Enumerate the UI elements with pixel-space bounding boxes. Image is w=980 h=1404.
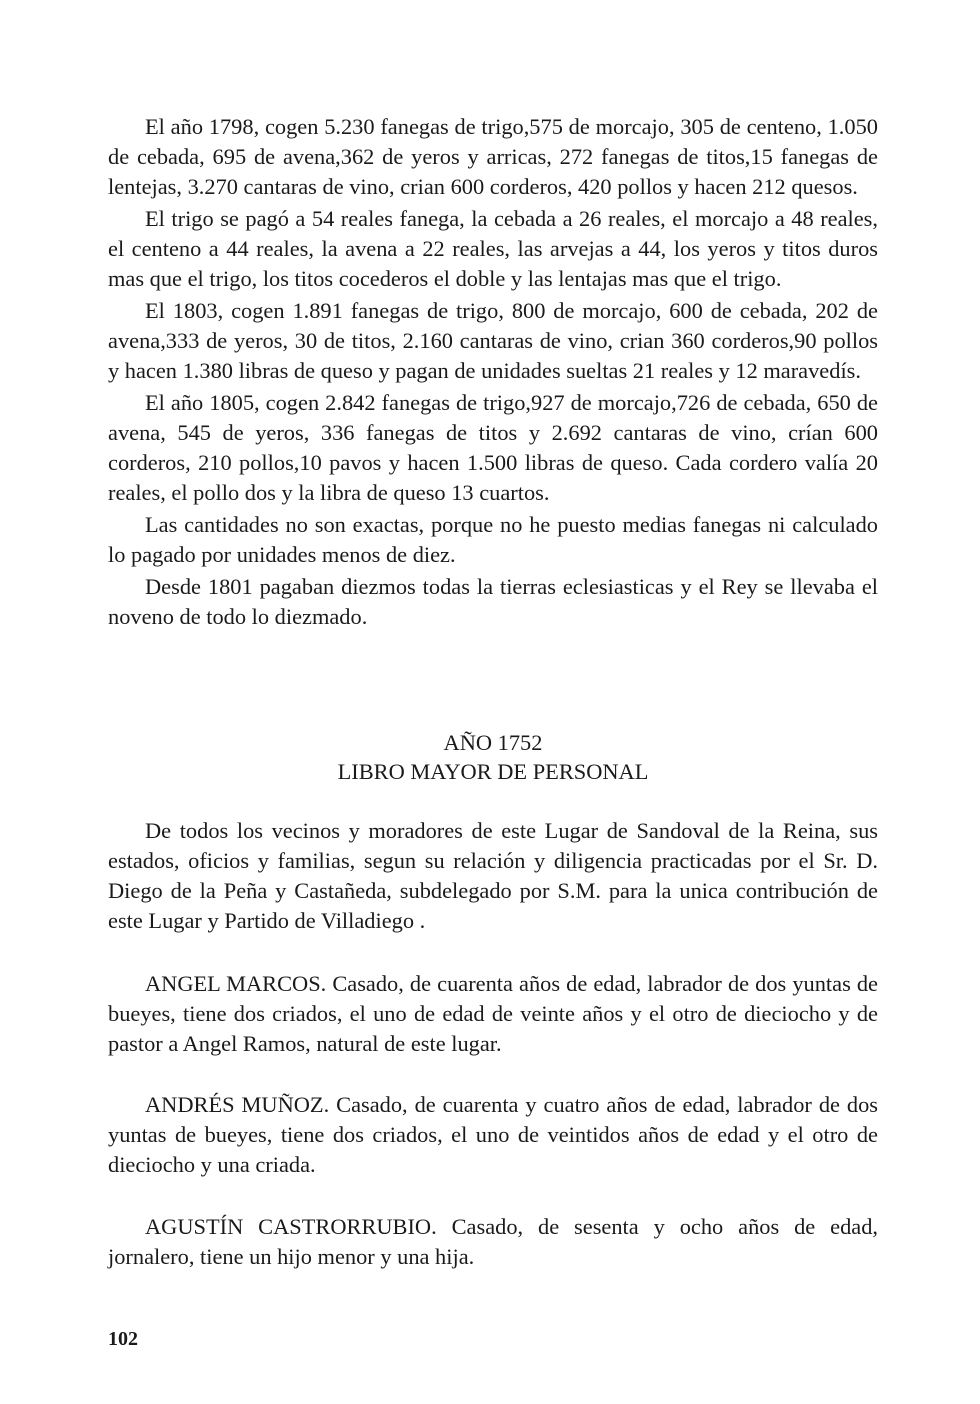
opening-text-block [108,112,878,632]
paragraph-1798: El año 1798, cogen 5.230 fanegas de trigo,575 de morcajo, 305 de centeno, 1.050 de cebada, 695 de avena,362 de yeros y arricas, 272 fanegas de titos,15 fanegas de lentejas, 3.270 cantaras de vino, crian 600 corderos, 420 pollos y hacen 212 quesos. [108,114,878,199]
person-entry-agustin-castrorrubio: AGUSTÍN CASTRORRUBIO. Casado, de sesenta y ocho años de edad, jornalero, tiene un hijo menor y una hija. [108,1214,878,1269]
section-title-heading: LIBRO MAYOR DE PERSONAL [337,759,649,784]
page-number: 102 [108,1328,138,1350]
paragraph-prices: El trigo se pagó a 54 reales fanega, la cebada a 26 reales, el morcajo a 48 reales, el centeno a 44 reales, la avena a 22 reales, las arvejas a 44, los yeros y titos duros mas que el trigo, los titos cocederos el doble y las lentajas mas que el trigo. [108,206,878,291]
person-entry-andres-munoz: ANDRÉS MUÑOZ. Casado, de cuarenta y cuatro años de edad, labrador de dos yuntas de bueyes, tiene dos criados, el uno de veintidos años de edad y el otro de dieciocho y una criada. [108,1092,878,1177]
paragraph-1805: El año 1805, cogen 2.842 fanegas de trigo,927 de morcajo,726 de cebada, 650 de avena, 545 de yeros, 336 fanegas de titos y 2.692 cantaras de vino, crían 600 corderos, 210 pollos,10 pavos y hacen 1.500 libras de queso. Cada cordero valía 20 reales, el pollo dos y la libra de queso 13 cuartos. [108,390,878,505]
paragraph-diezmos: Desde 1801 pagaban diezmos todas la tierras eclesiasticas y el Rey se llevaba el noveno de todo lo diezmado. [108,574,878,629]
person-entry-angel-marcos: ANGEL MARCOS. Casado, de cuarenta años de edad, labrador de dos yuntas de bueyes, tiene dos criados, el uno de edad de veinte años y el otro de dieciocho y de pastor a Angel Ramos, natural de este lugar. [108,971,878,1056]
paragraph-quantities-note: Las cantidades no son exactas, porque no he puesto medias fanegas ni calculado lo pagado por unidades menos de diez. [108,512,878,567]
paragraph-1803: El 1803, cogen 1.891 fanegas de trigo, 800 de morcajo, 600 de cebada, 202 de avena,333 de yeros, 30 de titos, 2.160 cantaras de vino, crian 360 corderos,90 pollos y hacen 1.380 libras de queso y pagan de unidades sueltas 21 reales y 12 maravedís. [108,298,878,383]
section-year-heading: AÑO 1752 [443,730,543,755]
section-intro-paragraph: De todos los vecinos y moradores de este Lugar de Sandoval de la Reina, sus estados, oficios y familias, segun su relación y diligencia practicadas por el Sr. D. Diego de la Peña y Castañeda, subdelegado por S.M. para la unica contribución de este Lugar y Partido de Villadiego . [108,818,878,933]
